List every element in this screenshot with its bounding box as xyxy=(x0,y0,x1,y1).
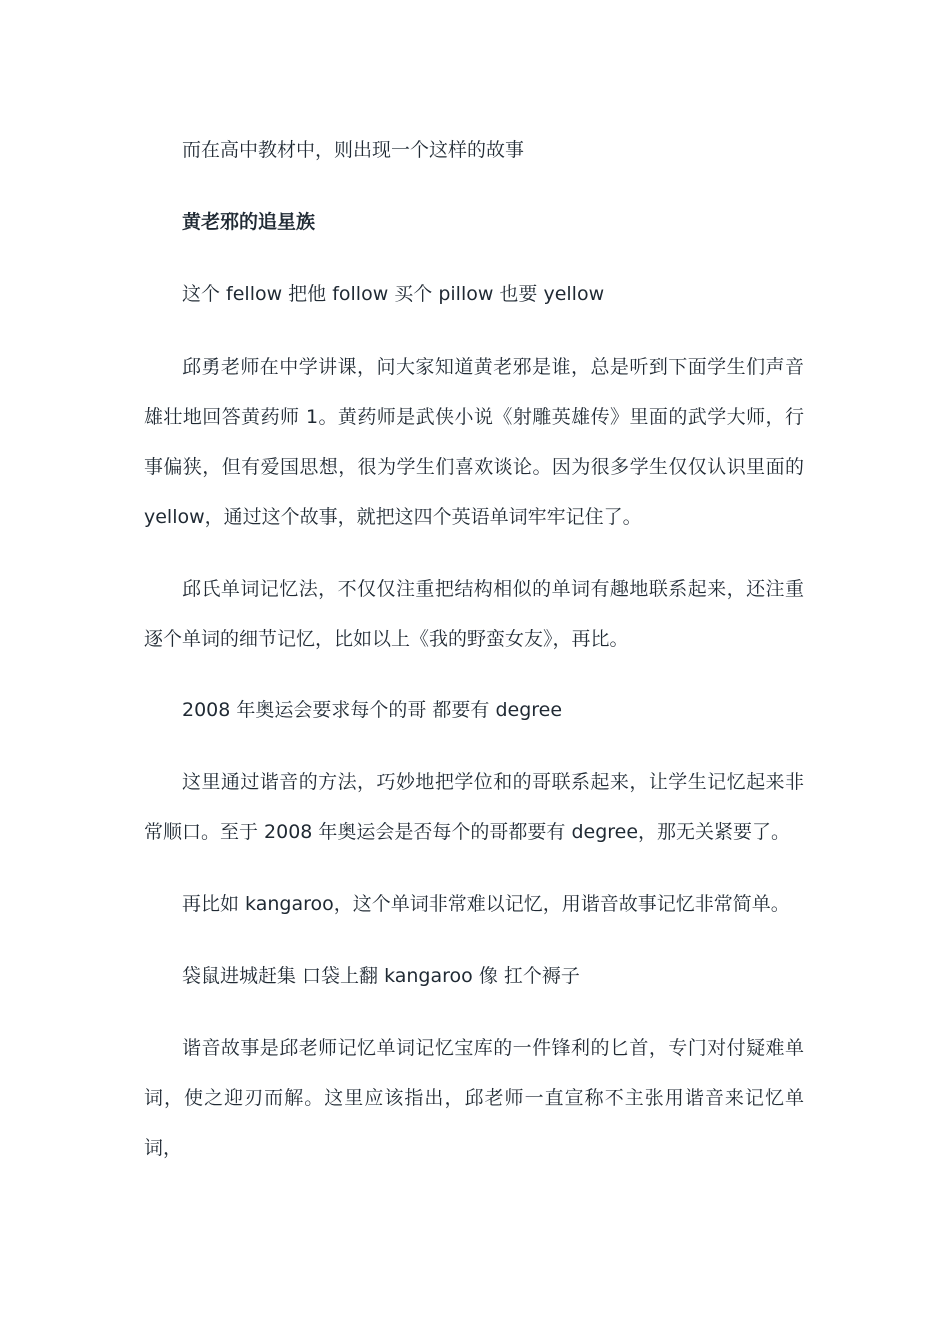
paragraph-intro: 而在高中教材中，则出现一个这样的故事 xyxy=(182,139,525,161)
mnemonic-line-yellow: 这个 fellow 把他 follow 买个 pillow 也要 yellow xyxy=(182,283,605,305)
paragraph-story-explanation: 邱勇老师在中学讲课，问大家知道黄老邪是谁，总是听到下面学生们声音雄壮地回答黄药师 1。黄药师是武侠小说《射雕英雄传》里面的武学大师，行事偏狭，但有爱国思想，很为学生们喜欢谈论。因为很多学生仅仅认识里面的 yellow，通过这个故事，就把这四个英语单词牢牢记住了。 xyxy=(144,356,804,528)
section-heading: 黄老邪的追星族 xyxy=(182,211,316,233)
mnemonic-line-degree: 2008 年奥运会要求每个的哥 都要有 degree xyxy=(182,699,563,721)
mnemonic-line-kangaroo: 袋鼠进城赶集 口袋上翻 kangaroo 像 扛个褥子 xyxy=(182,965,580,987)
paragraph-homophone-summary: 谐音故事是邱老师记忆单词记忆宝库的一件锋利的匕首，专门对付疑难单词，使之迎刃而解。这里应该指出，邱老师一直宣称不主张用谐音来记忆单词， xyxy=(144,1037,804,1159)
paragraph-kangaroo-intro: 再比如 kangaroo，这个单词非常难以记忆，用谐音故事记忆非常简单。 xyxy=(182,893,790,915)
paragraph-homophone-explanation: 这里通过谐音的方法，巧妙地把学位和的哥联系起来，让学生记忆起来非常顺口。至于 2008 年奥运会是否每个的哥都要有 degree，那无关紧要了。 xyxy=(144,771,804,843)
paragraph-method-description: 邱氏单词记忆法，不仅仅注重把结构相似的单词有趣地联系起来，还注重逐个单词的细节记忆，比如以上《我的野蛮女友》，再比。 xyxy=(144,578,804,650)
